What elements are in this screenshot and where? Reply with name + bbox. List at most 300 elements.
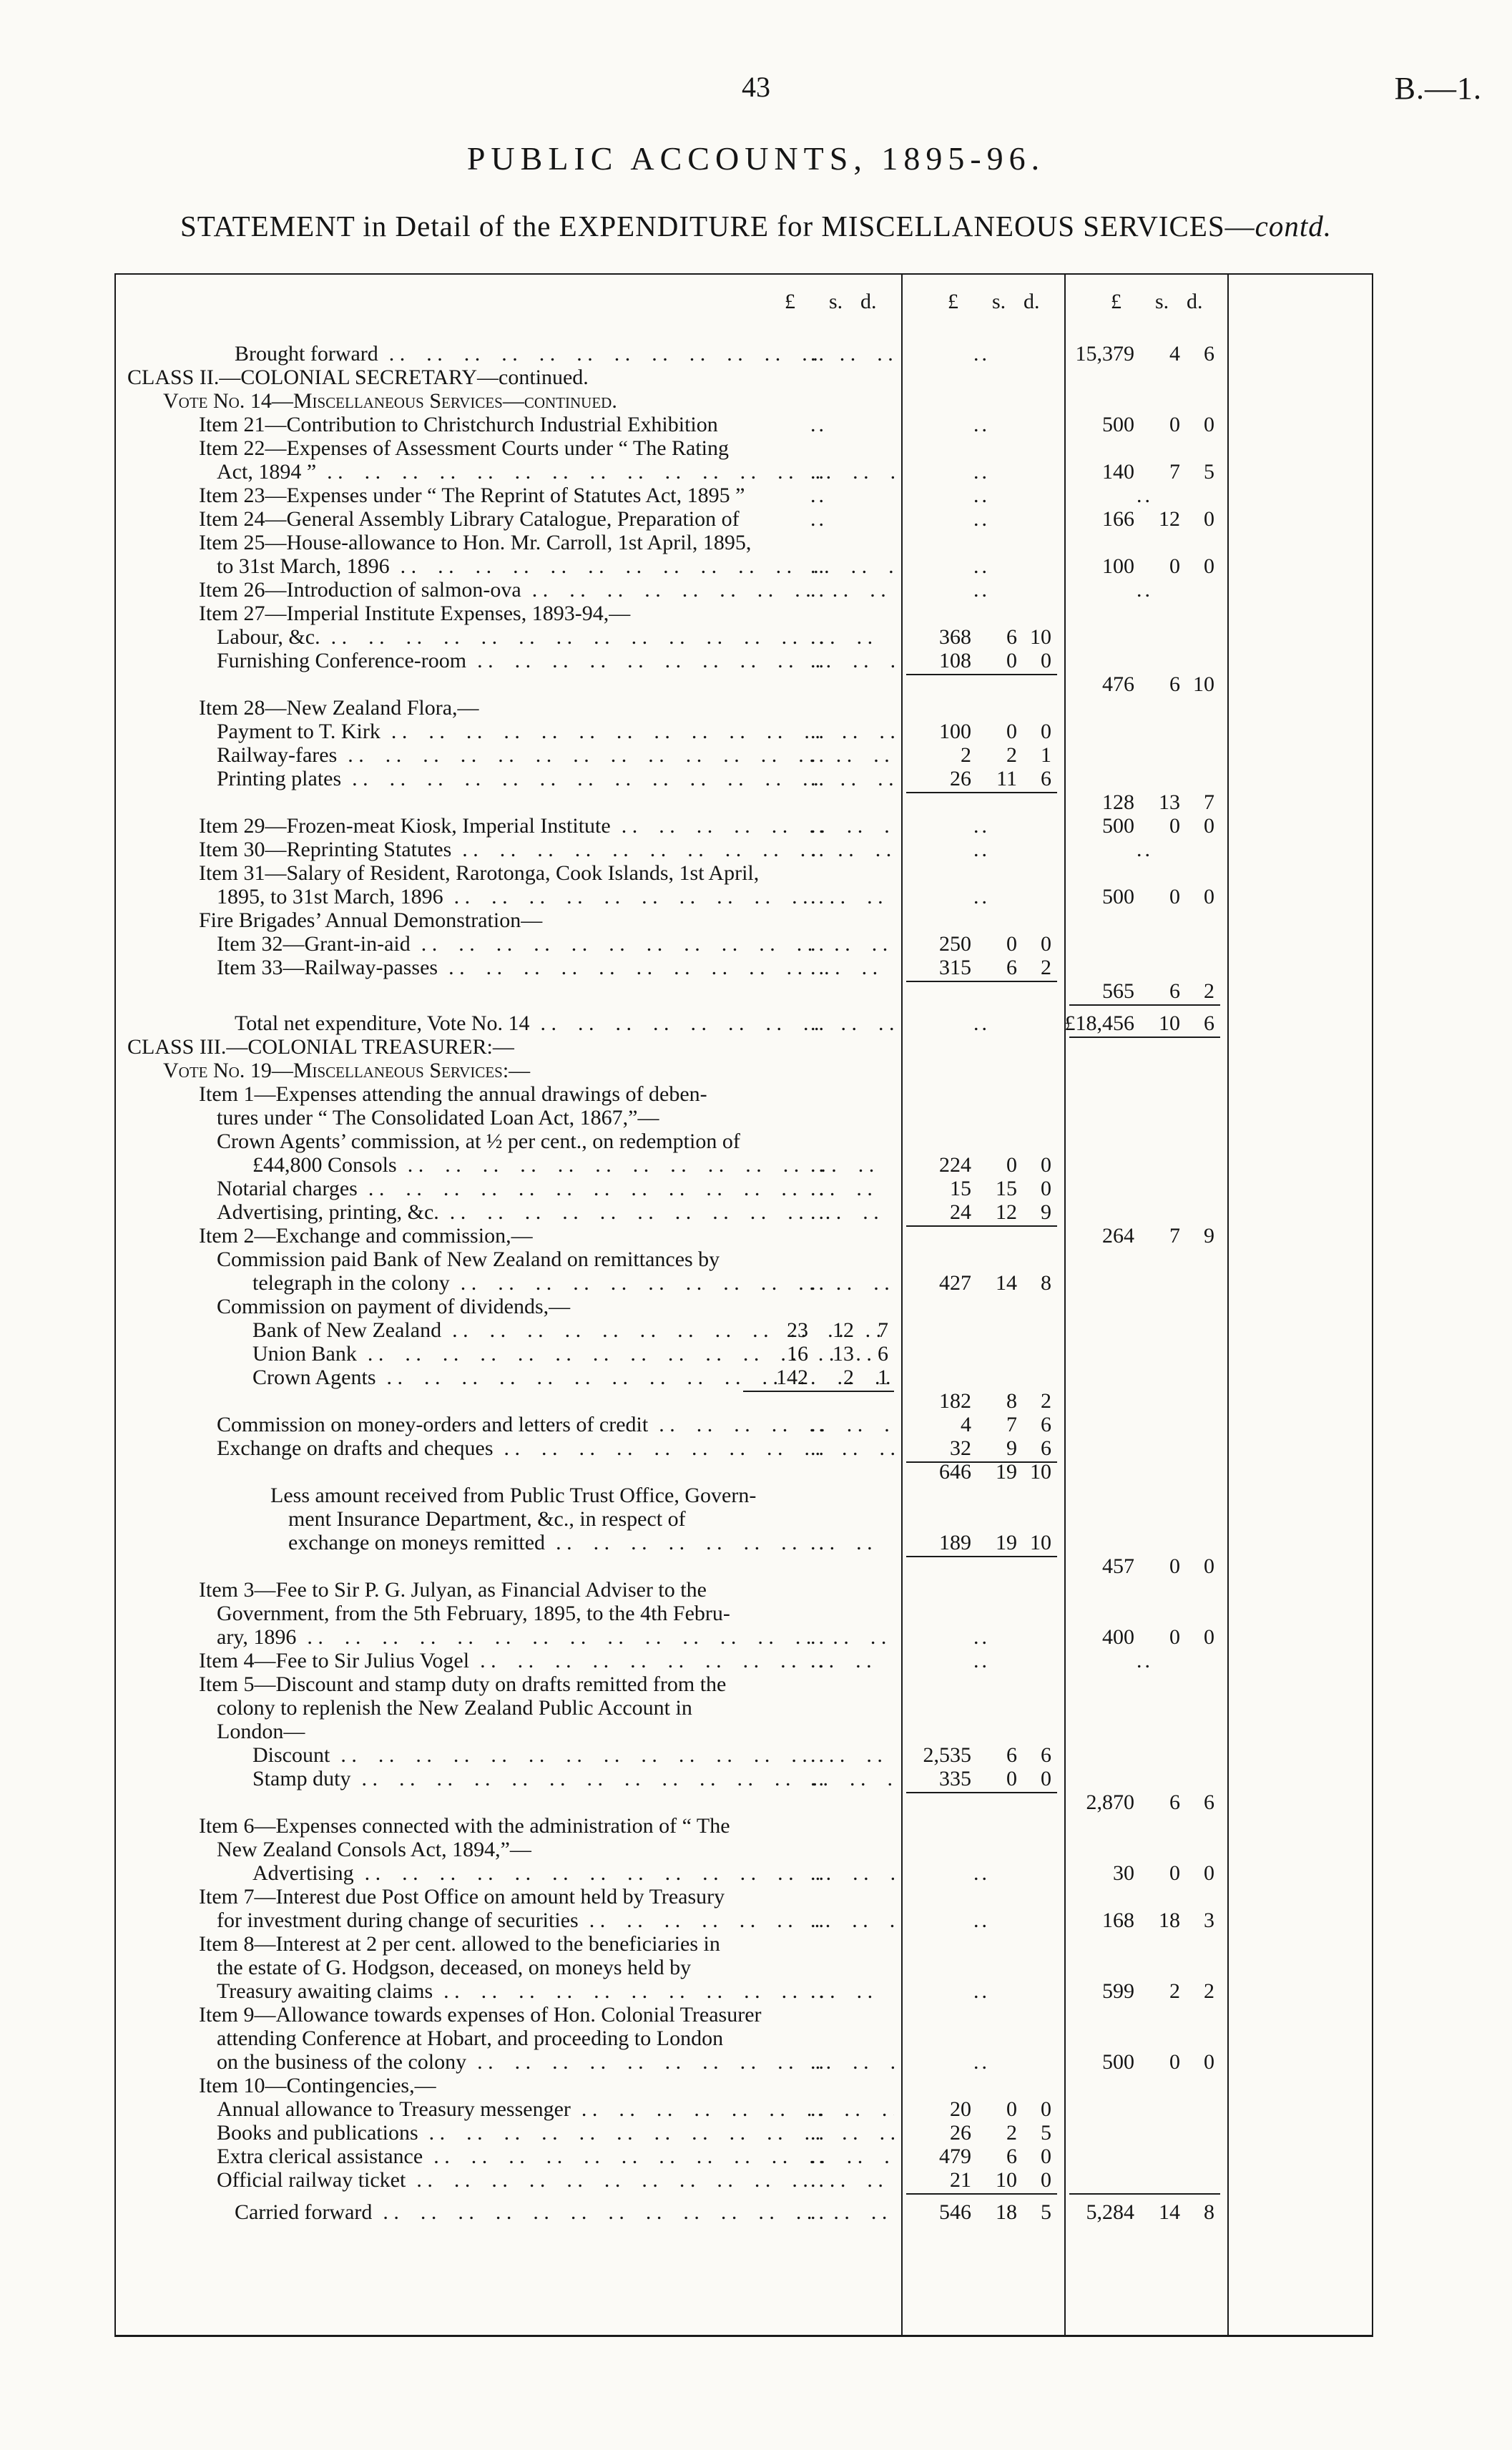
row-description: CLASS II.—COLONIAL SECRETARY—continued. (127, 366, 589, 389)
shilling-symbol: s. (1155, 290, 1169, 313)
amount-cell-c3 (1068, 578, 1222, 602)
table-row (114, 885, 1373, 908)
pence-value: 0 (1041, 1153, 1051, 1177)
row-description: Item 29—Frozen-meat Kiosk, Imperial Institute . . (199, 814, 894, 838)
amount-cell-c1 (742, 956, 895, 979)
table-row (114, 1248, 1373, 1271)
subtotal-rule (906, 2193, 1057, 2195)
amount-cell-c2 (905, 885, 1059, 908)
amount-cell-c2 (905, 767, 1059, 790)
row-description: Item 7—Interest due Post Office on amount held by Treasury (199, 1885, 725, 1908)
amount-cell-c1 (742, 554, 895, 578)
row-description: Item 27—Imperial Institute Expenses, 1893-94,— (199, 602, 631, 625)
pence-value: 0 (1041, 1767, 1051, 1790)
table-row (114, 2050, 1373, 2074)
amount-cell-c2 (905, 507, 1059, 531)
pounds-value: 335 (939, 1767, 971, 1790)
shillings-value: 0 (1006, 1153, 1017, 1177)
shillings-value: 14 (1159, 2200, 1180, 2224)
amount-cell-c3 (1068, 1554, 1222, 1578)
shillings-value: 0 (1169, 814, 1180, 838)
row-description: on the business of the colony . . (217, 2050, 894, 2074)
ditto-dots: .. (1137, 838, 1153, 861)
shillings-value: 13 (833, 1342, 854, 1366)
table-row (114, 578, 1373, 602)
shillings-value: 0 (1006, 1767, 1017, 1790)
amount-cell-c1 (742, 1979, 895, 2003)
pence-value: 5 (1204, 460, 1214, 484)
row-description: Item 4—Fee to Sir Julius Vogel . . (199, 1649, 894, 1672)
amount-cell-c1 (742, 1318, 895, 1342)
table-row (114, 460, 1373, 484)
table-row (114, 696, 1373, 720)
page-title: PUBLIC ACCOUNTS, 1895-96. (466, 140, 1046, 177)
amount-cell-c2 (905, 720, 1059, 743)
pounds-value: 16 (787, 1342, 808, 1366)
table-row (114, 814, 1373, 838)
ditto-dots: .. (810, 484, 827, 507)
table-row (114, 1507, 1373, 1531)
amount-cell-c1 (742, 1177, 895, 1200)
table-row (114, 767, 1373, 790)
table-row (114, 720, 1373, 743)
pence-value: 10 (1030, 625, 1051, 649)
row-description: Advertising, printing, &c. . . (217, 1200, 894, 1224)
ditto-dots: .. (973, 460, 990, 484)
pence-value: 8 (1204, 2200, 1214, 2224)
table-row (114, 413, 1373, 436)
amount-cell-c2 (905, 460, 1059, 484)
amount-cell-c1 (742, 578, 895, 602)
row-description: Extra clerical assistance . . (217, 2145, 894, 2168)
amount-cell-c1 (742, 2097, 895, 2121)
table-row (114, 1153, 1373, 1177)
row-description: colony to replenish the New Zealand Public Account in (217, 1696, 692, 1720)
pence-value: 0 (1204, 814, 1214, 838)
table-row (114, 602, 1373, 625)
amount-cell-c3 (1068, 814, 1222, 838)
table-row (114, 1011, 1373, 1035)
amount-cell-c1 (742, 767, 895, 790)
table-row (114, 1649, 1373, 1672)
pence-value: 6 (1041, 1413, 1051, 1436)
table-row (114, 1861, 1373, 1885)
amount-cell-c3 (1068, 1649, 1222, 1672)
amount-cell-c2 (905, 2121, 1059, 2145)
ditto-dots: .. (810, 1436, 827, 1460)
amount-cell-c3 (1068, 1224, 1222, 1248)
table-row (114, 2074, 1373, 2097)
amount-cell-c1 (742, 1413, 895, 1436)
shillings-value: 0 (1006, 649, 1017, 672)
shilling-symbol: s. (829, 290, 843, 313)
amount-cell-c1 (742, 1531, 895, 1554)
amount-cell-c1 (742, 1625, 895, 1649)
amount-cell-c3 (1068, 2050, 1222, 2074)
amount-cell-c2 (905, 2145, 1059, 2168)
statement-heading-main: STATEMENT in Detail of the EXPENDITURE for MISCELLANEOUS SERVICES— (180, 210, 1255, 242)
amount-cell-c1 (742, 1271, 895, 1295)
ditto-dots: .. (810, 2200, 827, 2224)
row-description: Commission on payment of dividends,— (217, 1295, 571, 1318)
row-description: ary, 1896 . . (217, 1625, 894, 1649)
shillings-value: 10 (996, 2168, 1017, 2192)
row-description: tures under “ The Consolidated Loan Act, 1867,”— (217, 1106, 659, 1130)
table-row (114, 956, 1373, 979)
row-description: £44,800 Consols . . (252, 1153, 894, 1177)
amount-cell-c1 (742, 1743, 895, 1767)
shillings-value: 6 (1169, 979, 1180, 1003)
pounds-value: 599 (1102, 1979, 1134, 2003)
amount-cell-c2 (905, 743, 1059, 767)
pence-value: 2 (1041, 956, 1051, 979)
pence-value: 2 (1204, 1979, 1214, 2003)
table-row (114, 1460, 1373, 1484)
table-row (114, 908, 1373, 932)
shillings-value: 7 (1169, 1224, 1180, 1248)
ditto-dots: .. (810, 1625, 827, 1649)
amount-cell-c1 (742, 1436, 895, 1460)
table-row (114, 838, 1373, 861)
shillings-value: 6 (1169, 1790, 1180, 1814)
amount-cell-c3 (1068, 672, 1222, 696)
row-description: Crown Agents’ commission, at ½ per cent., on redemption of (217, 1130, 740, 1153)
ditto-dots: .. (810, 2168, 827, 2192)
pounds-value: 500 (1102, 413, 1134, 436)
pounds-value: 15,379 (1075, 342, 1134, 366)
pounds-value: 224 (939, 1153, 971, 1177)
row-description: Notarial charges . . (217, 1177, 894, 1200)
amount-cell-c2 (905, 1625, 1059, 1649)
amount-cell-c1 (742, 1861, 895, 1885)
amount-cell-c3 (1068, 1625, 1222, 1649)
table-row (114, 2003, 1373, 2027)
pounds-value: 140 (1102, 460, 1134, 484)
ditto-dots: .. (973, 413, 990, 436)
table-row (114, 1696, 1373, 1720)
shillings-value: 8 (1006, 1389, 1017, 1413)
ditto-dots: .. (973, 1649, 990, 1672)
row-description: Bank of New Zealand . . (252, 1318, 894, 1342)
amount-cell-c2 (905, 1177, 1059, 1200)
ditto-dots: .. (810, 625, 827, 649)
row-description: Less amount received from Public Trust Office, Govern- (270, 1484, 757, 1507)
shillings-value: 2 (1169, 1979, 1180, 2003)
row-description: Union Bank . . (252, 1342, 894, 1366)
row-description: Commission on money-orders and letters of credit . . (217, 1413, 894, 1436)
ditto-dots: .. (973, 484, 990, 507)
pounds-value: 128 (1102, 790, 1134, 814)
table-row (114, 1059, 1373, 1082)
pounds-value: 2 (961, 743, 971, 767)
amount-cell-c1 (742, 1366, 895, 1389)
amount-cell-c1 (742, 814, 895, 838)
shillings-value: 7 (1169, 460, 1180, 484)
pounds-value: 5,284 (1086, 2200, 1134, 2224)
ditto-dots: .. (810, 554, 827, 578)
shillings-value: 15 (996, 1177, 1017, 1200)
table-row (114, 1484, 1373, 1507)
shillings-value: 0 (1169, 1625, 1180, 1649)
pounds-value: 479 (939, 2145, 971, 2168)
ditto-dots: .. (810, 1177, 827, 1200)
amount-cell-c3 (1068, 460, 1222, 484)
amount-cell-c1 (742, 1908, 895, 1932)
table-row (114, 1838, 1373, 1861)
pounds-value: 646 (939, 1460, 971, 1484)
amount-cell-c2 (905, 1389, 1059, 1413)
table-row (114, 1814, 1373, 1838)
table-row (114, 979, 1373, 1003)
amount-cell-c1 (742, 649, 895, 672)
table-row (114, 1720, 1373, 1743)
row-description: Discount . . (252, 1743, 894, 1767)
amount-cell-c1 (742, 625, 895, 649)
pounds-value: 2,535 (923, 1743, 971, 1767)
table-row (114, 1130, 1373, 1153)
table-row (114, 625, 1373, 649)
shillings-value: 0 (1169, 413, 1180, 436)
table-row (114, 484, 1373, 507)
pounds-value: 368 (939, 625, 971, 649)
pounds-value: 457 (1102, 1554, 1134, 1578)
row-description: Vote No. 14—Miscellaneous Services—continued. (163, 389, 617, 413)
row-description: Vote No. 19—Miscellaneous Services:— (163, 1059, 531, 1082)
pence-value: 0 (1041, 2145, 1051, 2168)
table-row (114, 932, 1373, 956)
amount-cell-c2 (905, 1767, 1059, 1790)
table-row (114, 366, 1373, 389)
table-row (114, 1578, 1373, 1602)
amount-cell-c2 (905, 1436, 1059, 1460)
row-description: Item 31—Salary of Resident, Rarotonga, Cook Islands, 1st April, (199, 861, 760, 885)
row-description: Item 5—Discount and stamp duty on drafts remitted from the (199, 1672, 727, 1696)
pence-value: 5 (1041, 2200, 1051, 2224)
amount-cell-c2 (905, 956, 1059, 979)
table-row (114, 1602, 1373, 1625)
table-row (114, 1295, 1373, 1318)
pence-value: 10 (1030, 1531, 1051, 1554)
column-header-1 (742, 290, 895, 315)
table-row (114, 1271, 1373, 1295)
amount-cell-c1 (742, 743, 895, 767)
amount-cell-c2 (905, 1271, 1059, 1295)
page-number: 43 (742, 71, 770, 103)
amount-cell-c2 (905, 578, 1059, 602)
ditto-dots: .. (810, 1531, 827, 1554)
amount-cell-c1 (742, 2050, 895, 2074)
row-description: ment Insurance Department, &c., in respect of (288, 1507, 686, 1531)
ditto-dots: .. (1137, 578, 1153, 602)
ditto-dots: .. (810, 838, 827, 861)
statement-heading-contd: contd. (1255, 210, 1332, 242)
shillings-value: 0 (1169, 554, 1180, 578)
shillings-value: 0 (1006, 932, 1017, 956)
shillings-value: 9 (1006, 1436, 1017, 1460)
ditto-dots: .. (1137, 1649, 1153, 1672)
table-row (114, 1413, 1373, 1436)
pounds-value: 23 (787, 1318, 808, 1342)
shillings-value: 19 (996, 1531, 1017, 1554)
pence-value: 6 (878, 1342, 888, 1366)
amount-cell-c2 (905, 2050, 1059, 2074)
row-description: New Zealand Consols Act, 1894,”— (217, 1838, 531, 1861)
shillings-value: 18 (1159, 1908, 1180, 1932)
ditto-dots: .. (810, 649, 827, 672)
table-row (114, 743, 1373, 767)
amount-cell-c2 (905, 1413, 1059, 1436)
pence-value: 6 (1041, 1743, 1051, 1767)
table-row (114, 1436, 1373, 1460)
amount-cell-c3 (1068, 885, 1222, 908)
ditto-dots: .. (810, 1743, 827, 1767)
shillings-value: 10 (1159, 1011, 1180, 1035)
shillings-value: 2 (1006, 2121, 1017, 2145)
shillings-value: 0 (1169, 885, 1180, 908)
row-description: Advertising . . (252, 1861, 894, 1885)
pounds-value: 565 (1102, 979, 1134, 1003)
table-row (114, 790, 1373, 814)
ditto-dots: .. (973, 885, 990, 908)
table-row (114, 1743, 1373, 1767)
row-description: Item 25—House-allowance to Hon. Mr. Carroll, 1st April, 1895, (199, 531, 752, 554)
table-row (114, 672, 1373, 696)
pounds-value: 26 (950, 2121, 971, 2145)
row-description: Printing plates . . (217, 767, 894, 790)
table-row (114, 1790, 1373, 1814)
amount-cell-c3 (1064, 1011, 1222, 1035)
pence-symbol: d. (860, 290, 877, 313)
amount-cell-c1 (742, 1200, 895, 1224)
table-row (114, 1177, 1373, 1200)
shillings-value: 2 (1006, 743, 1017, 767)
pounds-value: 400 (1102, 1625, 1134, 1649)
shillings-value: 13 (1159, 790, 1180, 814)
ditto-dots: .. (810, 2097, 827, 2121)
subtotal-rule (1069, 1004, 1220, 1006)
ditto-dots: .. (810, 1200, 827, 1224)
amount-cell-c2 (905, 1460, 1059, 1484)
pence-value: 3 (1204, 1908, 1214, 1932)
pence-value: 0 (1041, 649, 1051, 672)
table-row (114, 554, 1373, 578)
amount-cell-c1 (742, 2168, 895, 2192)
ditto-dots: .. (973, 2050, 990, 2074)
table-row (114, 649, 1373, 672)
pence-value: 0 (1204, 1861, 1214, 1885)
table-row (114, 2168, 1373, 2192)
pounds-value: 500 (1102, 814, 1134, 838)
pence-value: 0 (1204, 1554, 1214, 1578)
ditto-dots: .. (810, 460, 827, 484)
pence-value: 0 (1204, 2050, 1214, 2074)
pence-value: 10 (1030, 1460, 1051, 1484)
pounds-value: 142 (776, 1366, 808, 1389)
table-row (114, 1672, 1373, 1696)
table-row (114, 1342, 1373, 1366)
pence-value: 0 (1041, 1177, 1051, 1200)
pounds-value: 250 (939, 932, 971, 956)
amount-cell-c2 (905, 838, 1059, 861)
shillings-value: 14 (996, 1271, 1017, 1295)
pence-value: 1 (1041, 743, 1051, 767)
pounds-value: 108 (939, 649, 971, 672)
pounds-value: 2,870 (1086, 1790, 1134, 1814)
row-description: Labour, &c. . . (217, 625, 894, 649)
shillings-value: 12 (996, 1200, 1017, 1224)
table-row (114, 1885, 1373, 1908)
row-description: attending Conference at Hobart, and proceeding to London (217, 2027, 724, 2050)
row-description: Commission paid Bank of New Zealand on remittances by (217, 1248, 720, 1271)
row-description: Item 28—New Zealand Flora,— (199, 696, 479, 720)
pence-value: 0 (1204, 554, 1214, 578)
shillings-value: 6 (1006, 1743, 1017, 1767)
pound-symbol: £ (948, 290, 958, 313)
amount-cell-c3 (1068, 838, 1222, 861)
pounds-value: 427 (939, 1271, 971, 1295)
row-description: Treasury awaiting claims . . (217, 1979, 894, 2003)
amount-cell-c3 (1068, 554, 1222, 578)
ditto-dots: .. (810, 1413, 827, 1436)
amount-cell-c2 (905, 1011, 1059, 1035)
row-description: Item 2—Exchange and commission,— (199, 1224, 533, 1248)
row-description: Item 22—Expenses of Assessment Courts under “ The Rating (199, 436, 730, 460)
shillings-value: 0 (1169, 2050, 1180, 2074)
pence-value: 7 (878, 1318, 888, 1342)
ditto-dots: .. (810, 578, 827, 602)
pounds-value: 24 (950, 1200, 971, 1224)
pence-value: 2 (1204, 979, 1214, 1003)
pounds-value: 168 (1102, 1908, 1134, 1932)
pence-value: 0 (1204, 1625, 1214, 1649)
pence-value: 2 (1041, 1389, 1051, 1413)
row-description: Official railway ticket . . (217, 2168, 894, 2192)
amount-cell-c1 (742, 2145, 895, 2168)
ditto-dots: .. (973, 1979, 990, 2003)
amount-cell-c2 (905, 413, 1059, 436)
table-row (114, 1318, 1373, 1342)
pounds-value: 264 (1102, 1224, 1134, 1248)
table-row (114, 389, 1373, 413)
amount-cell-c2 (905, 1649, 1059, 1672)
ditto-dots: .. (810, 956, 827, 979)
row-description: Exchange on drafts and cheques . . (217, 1436, 894, 1460)
amount-cell-c2 (905, 2168, 1059, 2192)
pounds-value: 182 (939, 1389, 971, 1413)
shillings-value: 19 (996, 1460, 1017, 1484)
row-description: Item 30—Reprinting Statutes . . (199, 838, 894, 861)
table-row (114, 1554, 1373, 1578)
ditto-dots: .. (973, 838, 990, 861)
row-description: Crown Agents . . (252, 1366, 894, 1389)
ditto-dots: .. (973, 507, 990, 531)
row-description: Item 3—Fee to Sir P. G. Julyan, as Financial Adviser to the (199, 1578, 707, 1602)
table-row (114, 1082, 1373, 1106)
shillings-value: 7 (1006, 1413, 1017, 1436)
pence-value: 9 (1041, 1200, 1051, 1224)
amount-cell-c3 (1068, 342, 1222, 366)
row-description: Item 1—Expenses attending the annual drawings of deben- (199, 1082, 707, 1106)
ditto-dots: .. (810, 2145, 827, 2168)
pounds-value: 315 (939, 956, 971, 979)
amount-cell-c2 (905, 814, 1059, 838)
row-description: Carried forward . . (235, 2200, 894, 2224)
pence-value: 6 (1204, 342, 1214, 366)
ditto-dots: .. (810, 814, 827, 838)
pence-value: 6 (1041, 1436, 1051, 1460)
shillings-value: 18 (996, 2200, 1017, 2224)
pounds-value: 26 (950, 767, 971, 790)
